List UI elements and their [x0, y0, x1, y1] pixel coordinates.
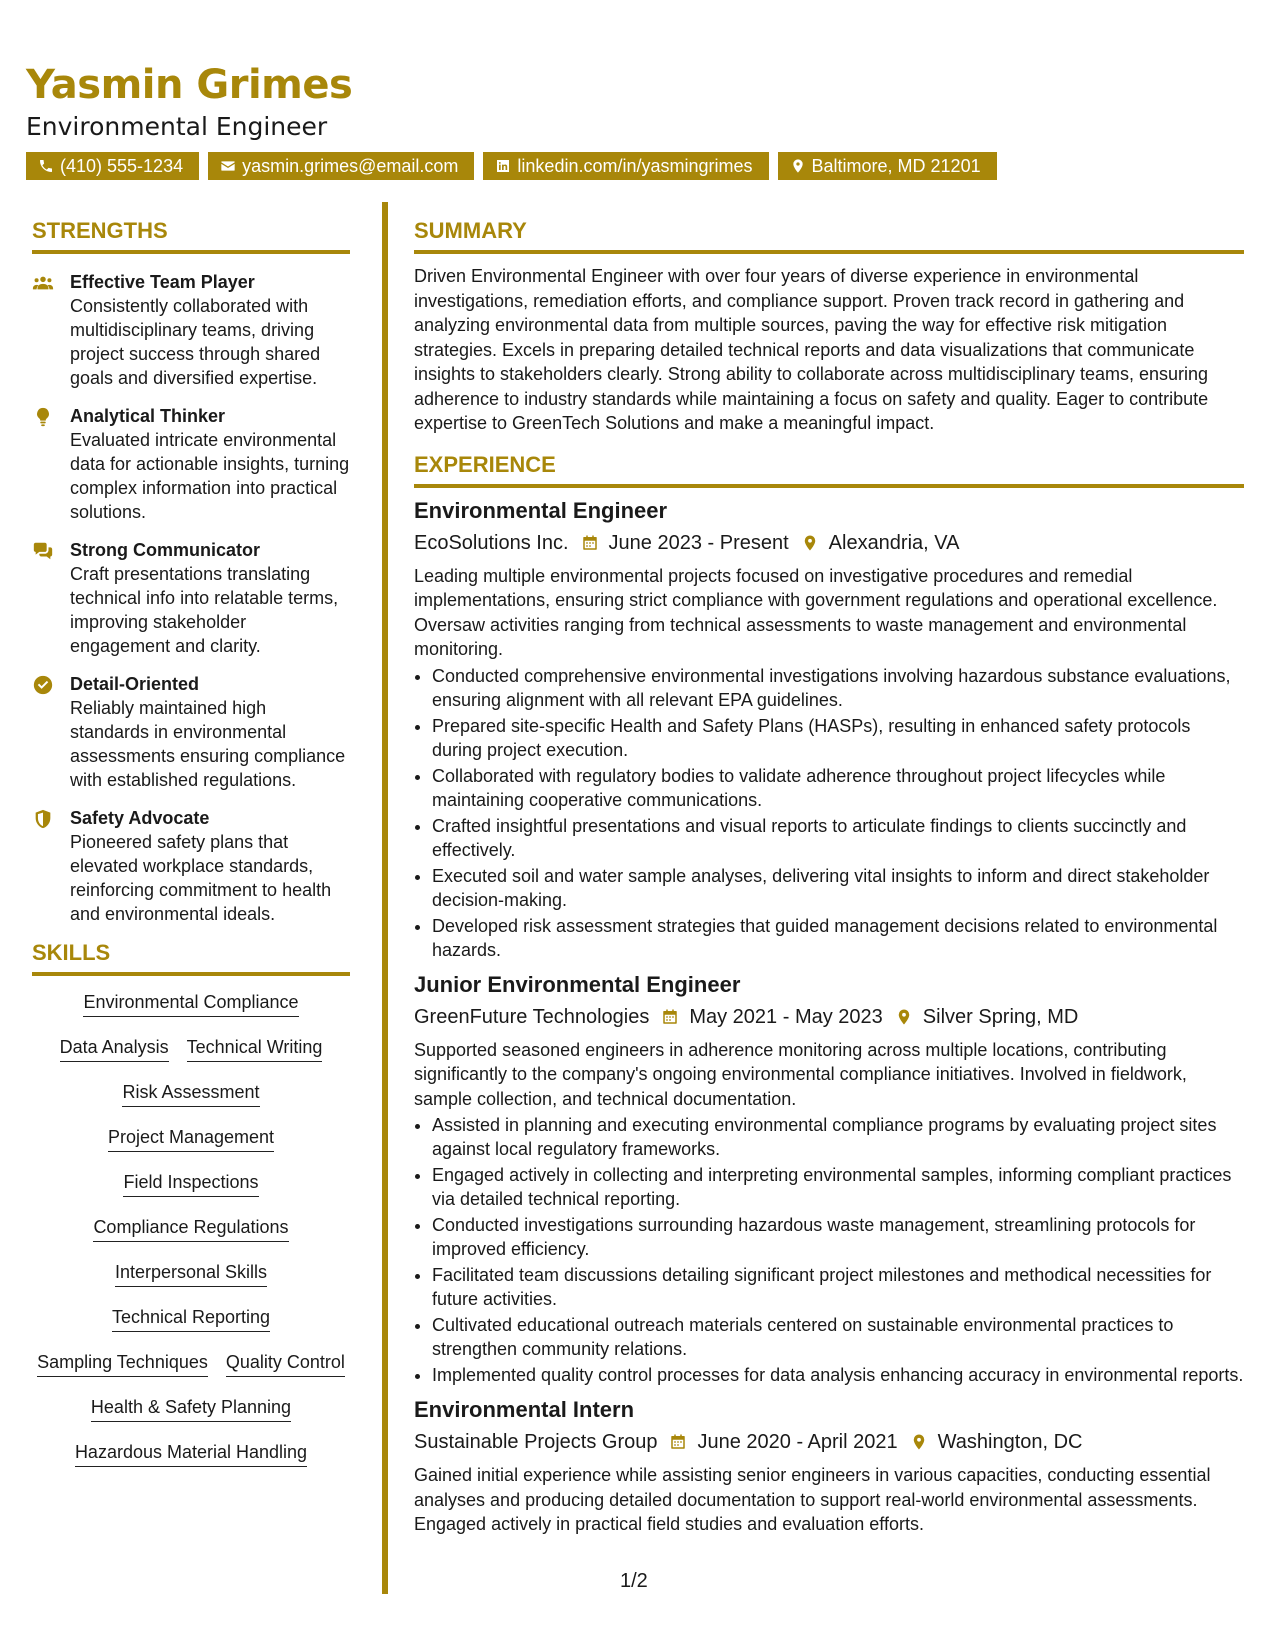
job-dates: June 2020 - April 2021 [697, 1431, 898, 1453]
strengths-list [32, 270, 350, 926]
candidate-name: Yasmin Grimes [26, 62, 353, 108]
job-bullets [414, 664, 1244, 962]
job-location: Silver Spring, MD [922, 1005, 1079, 1028]
calendar-icon [581, 534, 599, 552]
strength-item [32, 404, 350, 524]
strength-desc: Consistently collaborated with multidisciplinary teams, driving project success through shared goals and diversified expertise. [70, 296, 321, 388]
page-number: 1/2 [620, 1570, 648, 1592]
job-dates: June 2023 - Present [608, 531, 789, 554]
contact-linkedin-text: linkedin.com/in/yasmingrimes [517, 156, 753, 176]
column-divider [382, 202, 388, 1594]
skill-tag: Project Management [108, 1125, 274, 1152]
strength-item [32, 806, 350, 926]
job-bullet: • Conducted comprehensive environmental investigations involving hazardous substance evaluations, ensuring alignment with all relevant EPA guidelines. [432, 664, 1244, 712]
job-location: Alexandria, VA [828, 531, 960, 554]
job-bullet: • Crafted insightful presentations and visual reports to articulate findings to clients succinctly and effectively. [432, 814, 1244, 862]
location-icon [790, 158, 806, 174]
job-bullets [414, 1113, 1244, 1387]
job-bullet: • Conducted investigations surrounding hazardous waste management, streamlining protocols for improved efficiency. [432, 1213, 1244, 1261]
skill-tag: Environmental Compliance [83, 990, 298, 1017]
job-company: Sustainable Projects Group [414, 1431, 658, 1453]
job-title: Environmental Engineer [414, 497, 668, 523]
skill-tag: Data Analysis [60, 1035, 169, 1062]
skill-tag: Hazardous Material Handling [75, 1440, 307, 1467]
right-column [414, 218, 1244, 1537]
summary-text: Driven Environmental Engineer with over four years of diverse experience in environmental investigations, remediation efforts, and compliance support. Proven track record in gathering and analyzing environmental data from multiple sources, paving the way for effective risk mitigation strategies. Excels in preparing detailed technical reports and data visualizations that communicate insights to stakeholders clearly. Strong ability to collaborate across multidisciplinary teams, ensuring adherence to industry standards while maintaining a focus on safety and quality. Eager to contribute expertise to GreenTech Solutions and make a meaningful impact. [414, 266, 1209, 433]
strength-title: Detail-Oriented [70, 674, 200, 694]
skill-tag: Risk Assessment [122, 1080, 259, 1107]
job-bullet: • Developed risk assessment strategies that guided management decisions related to environmental hazards. [432, 914, 1244, 962]
job-company: GreenFuture Technologies [414, 1005, 650, 1028]
strength-title: Safety Advocate [70, 808, 210, 828]
job-bullet: • Engaged actively in collecting and interpreting environmental samples, informing compliant practices via detailed technical reporting. [432, 1163, 1244, 1211]
experience-heading: EXPERIENCE [414, 452, 1244, 488]
strength-desc: Evaluated intricate environmental data for actionable insights, turning complex information into practical solutions. [70, 430, 350, 522]
job-description: Leading multiple environmental projects focused on investigative procedures and remedial implementations, ensuring strict compliance with government regulations and operational excellence. Oversaw activities ranging from technical assessments to waste management and environmental monitoring. [414, 565, 1218, 659]
lightbulb-icon [32, 406, 54, 428]
skill-tag: Technical Reporting [112, 1305, 270, 1332]
email-icon [220, 158, 236, 174]
strength-item [32, 270, 350, 390]
shield-icon [32, 808, 54, 830]
job-bullet: • Assisted in planning and executing environmental compliance programs by evaluating project sites against local regulatory frameworks. [432, 1113, 1244, 1161]
skill-tag: Compliance Regulations [93, 1215, 288, 1242]
job-title: Junior Environmental Engineer [414, 971, 741, 997]
location-icon [801, 534, 819, 552]
job-description: Gained initial experience while assisting senior engineers in various capacities, conducting essential analyses and producing detailed documentation to support real-world environmental assessments. Engaged actively in practical field studies and evaluation efforts. [414, 1465, 1211, 1534]
contact-email-text: yasmin.grimes@email.com [242, 156, 459, 176]
job-dates: May 2021 - May 2023 [689, 1005, 883, 1028]
job-bullet: • Collaborated with regulatory bodies to validate adherence throughout project lifecycles while maintaining cooperative communications. [432, 764, 1244, 812]
job-location: Washington, DC [937, 1431, 1083, 1453]
contact-email[interactable] [208, 152, 474, 180]
skill-tag: Technical Writing [187, 1035, 323, 1062]
strength-title: Strong Communicator [70, 540, 261, 560]
contact-location[interactable] [778, 152, 997, 180]
team-icon [32, 272, 54, 294]
strength-desc: Reliably maintained high standards in environmental assessments ensuring compliance with established regulations. [70, 698, 346, 790]
check-circle-icon [32, 674, 54, 696]
job-title: Environmental Intern [414, 1397, 635, 1422]
left-column [32, 218, 350, 1467]
job-bullet: • Implemented quality control processes for data analysis enhancing accuracy in environmental reports. [432, 1363, 1244, 1387]
job-bullet: • Executed soil and water sample analyses, delivering vital insights to inform and direct stakeholder decision-making. [432, 864, 1244, 912]
strength-item [32, 538, 350, 658]
job-entry [414, 970, 1244, 1388]
contact-phone[interactable] [26, 152, 199, 180]
contact-location-text: Baltimore, MD 21201 [811, 156, 981, 176]
contact-bar [26, 152, 997, 180]
strength-desc: Pioneered safety plans that elevated workplace standards, reinforcing commitment to health and environmental ideals. [70, 832, 332, 924]
summary-heading: SUMMARY [414, 218, 1244, 254]
linkedin-icon [495, 158, 511, 174]
calendar-icon [669, 1433, 687, 1451]
job-description: Supported seasoned engineers in adherence monitoring across multiple locations, contributing significantly to the company's ongoing environmental compliance initiatives. Involved in fieldwork, sample collection, and technical documentation. [414, 1039, 1187, 1109]
job-entry [414, 496, 1244, 962]
skill-tag: Health & Safety Planning [91, 1395, 291, 1422]
job-meta [414, 1002, 1244, 1032]
chat-icon [32, 540, 54, 562]
skill-tag: Quality Control [226, 1350, 345, 1377]
strength-item [32, 672, 350, 792]
location-icon [895, 1008, 913, 1026]
skills-list [32, 990, 350, 1467]
job-meta [414, 528, 1244, 558]
calendar-icon [661, 1008, 679, 1026]
job-bullet: • Facilitated team discussions detailing significant project milestones and methodical necessities for future activities. [432, 1263, 1244, 1311]
phone-icon [38, 158, 54, 174]
job-company: EcoSolutions Inc. [414, 531, 569, 554]
skill-tag: Sampling Techniques [37, 1350, 208, 1377]
skills-heading: SKILLS [32, 940, 350, 976]
strength-title: Analytical Thinker [70, 406, 226, 426]
contact-phone-text: (410) 555-1234 [60, 156, 184, 176]
strength-desc: Craft presentations translating technical info into relatable terms, improving stakeholder engagement and clarity. [70, 564, 339, 656]
job-bullet: • Cultivated educational outreach materials centered on sustainable environmental practices to strengthen community relations. [432, 1313, 1244, 1361]
job-meta [414, 1427, 1244, 1457]
candidate-title: Environmental Engineer [26, 112, 328, 141]
job-entry [414, 1395, 1244, 1537]
contact-linkedin[interactable] [483, 152, 768, 180]
skill-tag: Interpersonal Skills [115, 1260, 267, 1287]
skill-tag: Field Inspections [123, 1170, 258, 1197]
strengths-heading: STRENGTHS [32, 218, 350, 254]
job-bullet: • Prepared site-specific Health and Safety Plans (HASPs), resulting in enhanced safety protocols during project execution. [432, 714, 1244, 762]
location-icon [910, 1433, 928, 1451]
strength-title: Effective Team Player [70, 272, 255, 292]
